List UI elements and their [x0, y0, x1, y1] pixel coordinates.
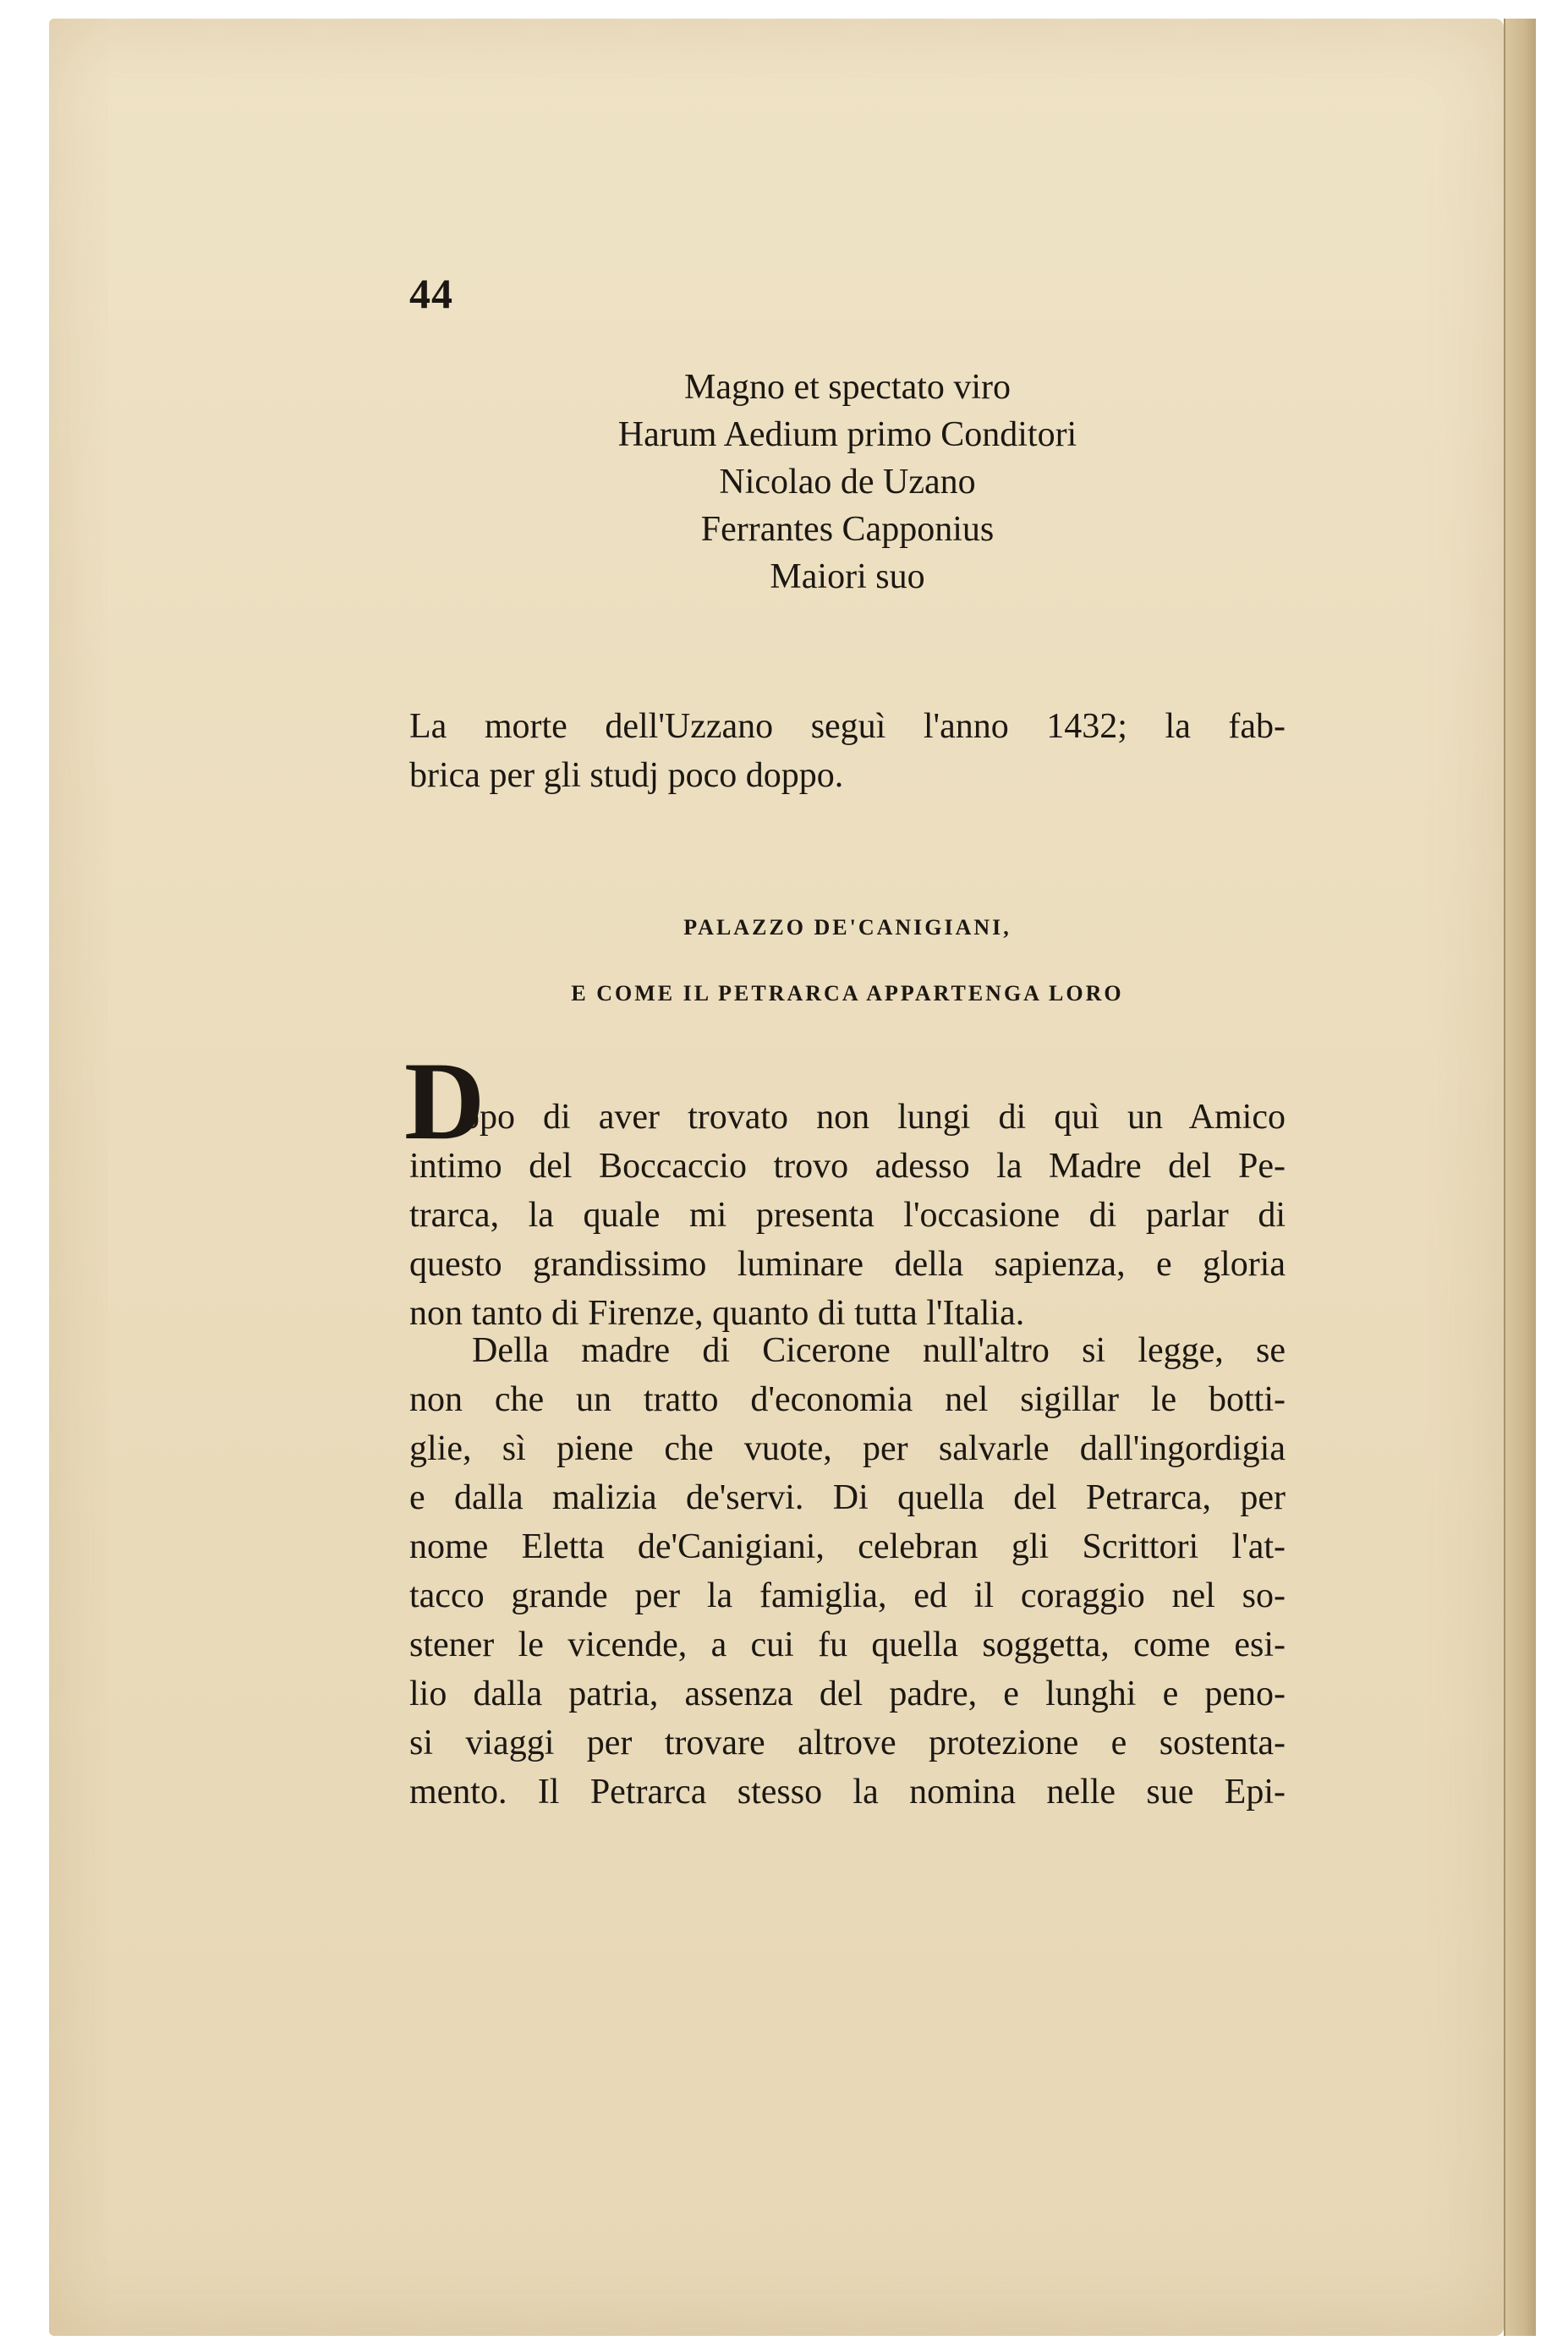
text-line: La morte dell'Uzzano seguì l'anno 1432; la fab- [409, 707, 1286, 746]
paragraph-uzzano [409, 702, 1286, 800]
text-line: tacco grande per la famiglia, ed il coraggio nel so- [409, 1576, 1286, 1615]
paragraph-petrarca-mother [409, 1093, 1286, 1338]
page-number: 44 [409, 270, 453, 317]
dedication-inscription [409, 364, 1286, 600]
section-title [409, 895, 1286, 1027]
text-line: stener le vicende, a cui fu quella soggetta, come esi- [409, 1625, 1286, 1664]
text-line: non tanto di Firenze, quanto di tutta l'Italia. [409, 1294, 1025, 1333]
dedication-line: Harum Aedium primo Conditori [617, 415, 1077, 454]
drop-cap: D [404, 1039, 485, 1163]
text-line: questo grandissimo luminare della sapienza, e gloria [409, 1245, 1286, 1284]
text-line: glie, sì piene che vuote, per salvarle dall'ingordigia [409, 1429, 1286, 1468]
text-line: Della madre di Cicerone null'altro si legge, se [472, 1331, 1286, 1370]
page-edge [1504, 19, 1536, 2336]
dedication-line: Magno et spectato viro [683, 368, 1012, 407]
section-title-line: E COME IL PETRARCA APPARTENGA LORO [571, 981, 1124, 1006]
text-line: intimo del Boccaccio trovo adesso la Madre del Pe- [409, 1147, 1286, 1186]
section-title-line: PALAZZO DE'CANIGIANI, [683, 915, 1012, 940]
text-line: e dalla malizia de'servi. Di quella del Petrarca, per [409, 1478, 1286, 1517]
text-line: nome Eletta de'Canigiani, celebran gli Scrittori l'at- [409, 1527, 1286, 1566]
text-line: brica per gli studj poco doppo. [409, 756, 844, 795]
dedication-line: Nicolao de Uzano [719, 463, 976, 502]
text-line: trarca, la quale mi presenta l'occasione di parlar di [409, 1196, 1286, 1235]
paragraph-cicerone [409, 1326, 1286, 1817]
dedication-line: Ferrantes Capponius [700, 510, 995, 549]
text-line: mento. Il Petrarca stesso la nomina nelle sue Epi- [409, 1773, 1286, 1812]
text-line: non che un tratto d'economia nel sigillar le botti- [409, 1380, 1286, 1419]
text-line: si viaggi per trovare altrove protezione e sostenta- [409, 1724, 1286, 1762]
text-line: opo di aver trovato non lungi di quì un Amico [462, 1098, 1286, 1137]
dedication-line: Maiori suo [770, 557, 925, 596]
text-line: lio dalla patria, assenza del padre, e lunghi e peno- [409, 1675, 1286, 1713]
